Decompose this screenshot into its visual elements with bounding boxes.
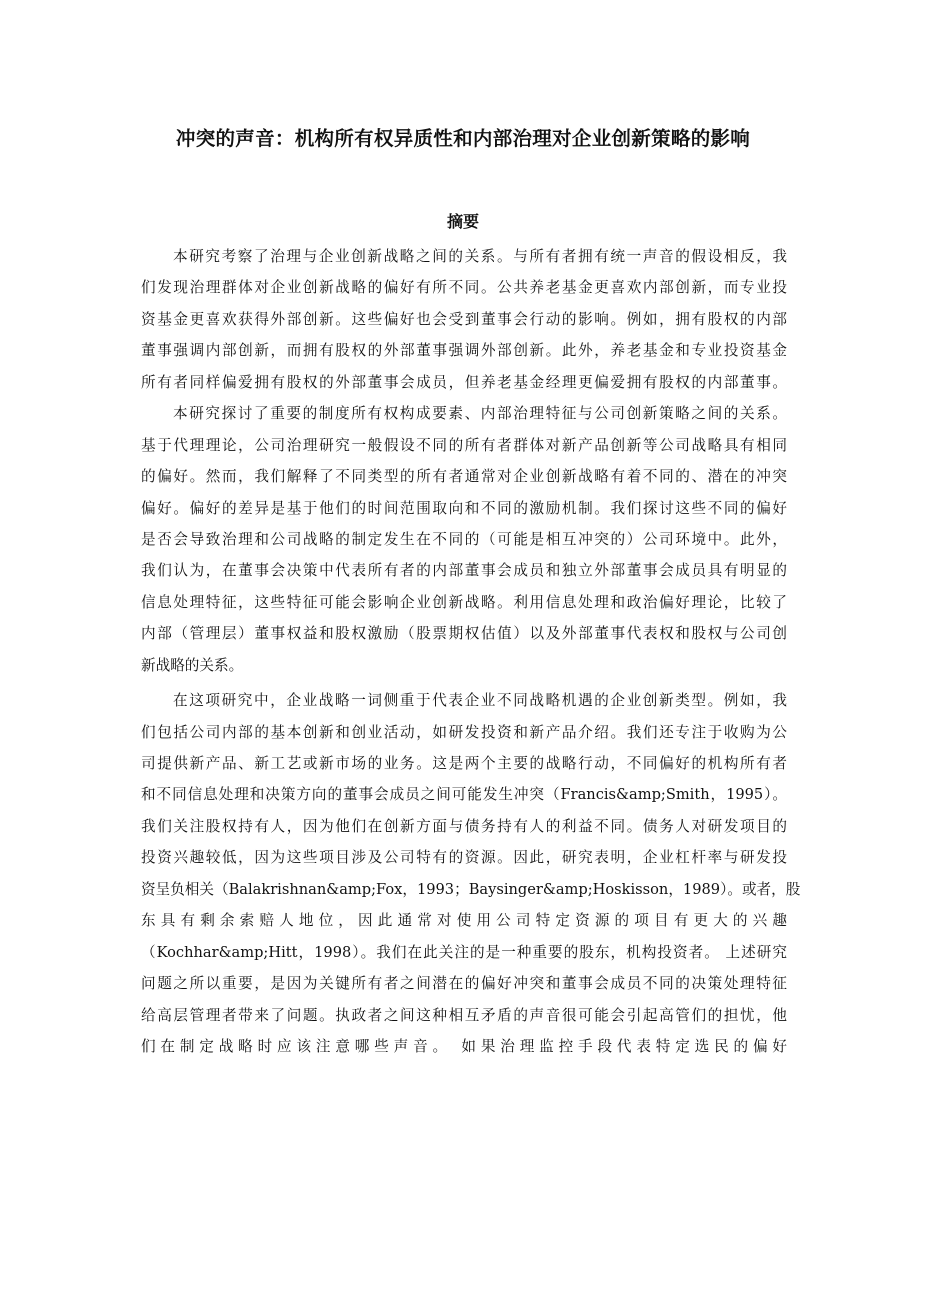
paragraph-line: 们包括公司内部的基本创新和创业活动，如研发投资和新产品介绍。我们还专注于收购为公 [141, 723, 787, 741]
abstract-heading: 摘要 [446, 212, 479, 231]
paragraph-line: 们在制定战略时应该注意哪些声音。 如果治理监控手段代表特定选民的偏好 [141, 1037, 787, 1055]
paragraph-line: 所有者同样偏爱拥有股权的外部董事会成员，但养老基金经理更偏爱拥有股权的内部董事。 [141, 373, 787, 391]
paragraph-line: 我们认为，在董事会决策中代表所有者的内部董事会成员和独立外部董事会成员具有明显的 [141, 562, 787, 580]
paragraph-line: 我们关注股权持有人，因为他们在创新方面与债务持有人的利益不同。债务人对研发项目的 [141, 817, 787, 835]
paragraph-line: 在这项研究中，企业战略一词侧重于代表企业不同战略机遇的企业创新类型。例如，我 [173, 692, 787, 710]
paragraph-line: 们发现治理群体对企业创新战略的偏好有所不同。公共养老基金更喜欢内部创新，而专业投 [141, 279, 787, 297]
paragraph-line: 基于代理理论，公司治理研究一般假设不同的所有者群体对新产品创新等公司战略具有相同 [141, 436, 787, 454]
paragraph-line: 和不同信息处理和决策方向的董事会成员之间可能发生冲突（Francis&amp;Smith，1995）。 [141, 786, 787, 804]
paragraph-line: 东具有剩余索赔人地位，因此通常对使用公司特定资源的项目有更大的兴趣 [141, 912, 787, 930]
paragraph-line: 司提供新产品、新工艺或新市场的业务。这是两个主要的战略行动，不同偏好的机构所有者 [141, 755, 787, 772]
paragraph-line: 问题之所以重要，是因为关键所有者之间潜在的偏好冲突和董事会成员不同的决策处理特征 [141, 975, 787, 993]
paragraph-line: 给高层管理者带来了问题。执政者之间这种相互矛盾的声音很可能会引起高管们的担忧，他 [141, 1006, 787, 1024]
document-title: 冲突的声音：机构所有权异质性和内部治理对企业创新策略的影响 [175, 127, 751, 150]
paragraph-line: 资呈负相关（Balakrishnan&amp;Fox，1993；Baysinger&amp;Hoskisson，1989）。或者，股 [141, 880, 801, 898]
paragraph-line: 信息处理特征，这些特征可能会影响企业创新战略。利用信息处理和政治偏好理论，比较了 [141, 593, 787, 611]
paragraph-line: 的偏好。然而，我们解释了不同类型的所有者通常对企业创新战略有着不同的、潜在的冲突 [141, 468, 787, 486]
paragraph-line: 是否会导致治理和公司战略的制定发生在不同的（可能是相互冲突的）公司环境中。此外， [141, 530, 787, 548]
paragraph-line: （Kochhar&amp;Hitt，1998）。我们在此关注的是一种重要的股东，机构投资者。 上述研究 [141, 943, 787, 961]
paragraph-line: 本研究探讨了重要的制度所有权构成要素、内部治理特征与公司创新策略之间的关系。 [173, 405, 787, 423]
body-text [141, 241, 801, 1062]
paragraph-line: 本研究考察了治理与企业创新战略之间的关系。与所有者拥有统一声音的假设相反，我 [173, 248, 787, 265]
paragraph-line: 资基金更喜欢获得外部创新。这些偏好也会受到董事会行动的影响。例如，拥有股权的内部 [141, 310, 787, 328]
paragraph-line: 内部（管理层）董事权益和股权激励（股票期权估值）以及外部董事代表权和股权与公司创 [141, 625, 787, 643]
paragraph-line: 新战略的关系。 [141, 656, 244, 674]
paragraph-line: 偏好。偏好的差异是基于他们的时间范围取向和不同的激励机制。我们探讨这些不同的偏好 [141, 499, 787, 517]
paragraph-line: 董事强调内部创新，而拥有股权的外部董事强调外部创新。此外，养老基金和专业投资基金 [141, 342, 787, 360]
paragraph-line: 投资兴趣较低，因为这些项目涉及公司特有的资源。因此，研究表明，企业杠杆率与研发投 [141, 849, 787, 867]
